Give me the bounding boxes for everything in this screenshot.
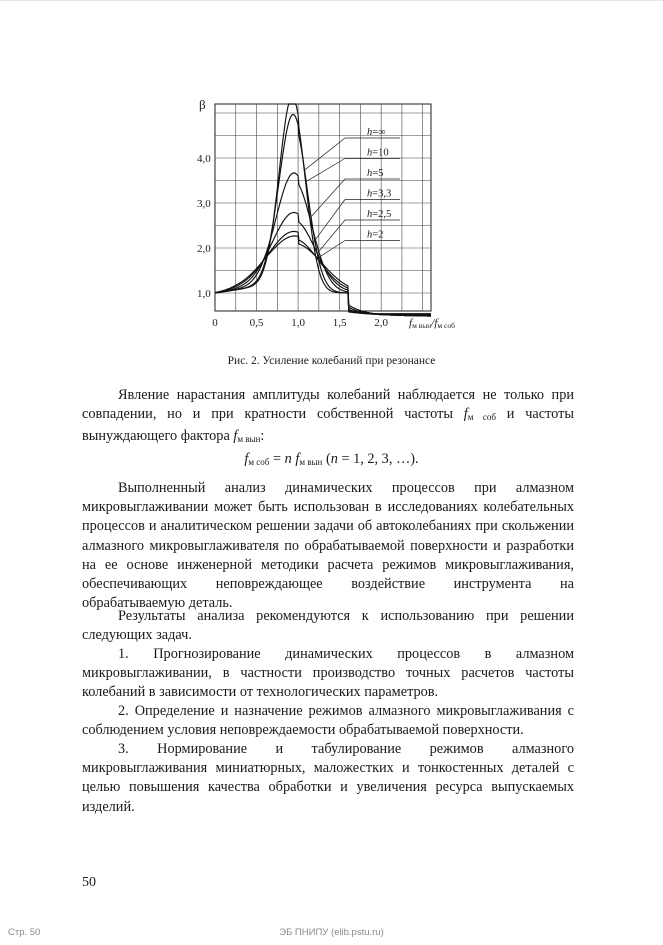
- curve-label: h=3,3: [367, 188, 392, 200]
- label-leader-line: [304, 138, 345, 170]
- paragraph-2: Выполненный анализ динамических процессов при алмазном микровыглаживании может быть использован в исследованиях колебательных процессов и аналитическом решении задачи об автоколебаниях при скольжении алмазного микровыглаживателя по обрабатываемой поверхности и разработки на ее основе инженерной методики расчета режимов микровыглаживания, обеспечивающих неповреждающее воздействие инструмента на обрабатываемую деталь.: [82, 480, 574, 612]
- page-number: 50: [82, 875, 96, 890]
- chart-grid: [215, 104, 431, 311]
- figure-caption: Рис. 2. Усиление колебаний при резонансе: [227, 355, 436, 367]
- y-tick-labels: [197, 153, 211, 300]
- paragraph-4: 1. Прогнозирование динамических процессов в алмазном микровыглаживании, в частности производство точных расчетов частоты колебаний в зависимости от технологических параметров.: [82, 646, 574, 701]
- curve-label: h=∞: [367, 127, 386, 138]
- label-leader-line: [317, 220, 345, 254]
- label-leader-line: [306, 159, 345, 182]
- label-leader-line: [320, 241, 345, 257]
- resonance-chart: [195, 96, 485, 341]
- x-axis-label: fм вын/fм соб: [409, 317, 455, 330]
- paragraph-5: 2. Определение и назначение режимов алмазного микровыглаживания с соблюдением условия неповреждаемости обрабатываемой поверхности.: [82, 703, 574, 739]
- paragraph-6: 3. Нормирование и табулирование режимов алмазного микровыглаживания миниатюрных, маложестких и тонкостенных деталей с целью повышения качества обработки и увеличения ресурса выпускаемых изделий.: [82, 741, 574, 815]
- curve-label: h=10: [367, 147, 389, 159]
- x-tick-label: 0: [212, 317, 218, 329]
- x-tick-label: 1,5: [332, 317, 347, 329]
- y-tick-label: 3,0: [197, 198, 211, 210]
- series-line: [215, 173, 431, 316]
- footer-library-label: ЭБ ПНИПУ (elib.pstu.ru): [279, 927, 384, 938]
- footer-page-label: Стр. 50: [8, 927, 41, 938]
- x-tick-labels: [212, 317, 388, 329]
- plot-frame: [215, 104, 431, 311]
- chart-curves: [215, 104, 431, 316]
- y-tick-label: 4,0: [197, 153, 211, 165]
- curve-label: h=2: [367, 229, 384, 241]
- curve-label: h=5: [367, 168, 384, 179]
- paragraph-3: Результаты анализа рекомендуются к использованию при решении следующих задач.: [82, 608, 574, 644]
- curve-label: h=2,5: [367, 209, 392, 220]
- paragraph-1: Явление нарастания амплитуды колебаний наблюдается не только при совпадении, но и при кратности собственной частоты $f_{м соб}$ и частоты вынуждающего фактора $f_{м вын}$:: [82, 387, 575, 445]
- x-tick-label: 1,0: [291, 317, 305, 329]
- formula: $f_{м соб} = n$ $f_{м вын}$ (n = 1, 2, 3, …).: [244, 451, 419, 467]
- x-tick-label: 2,0: [374, 317, 389, 329]
- y-tick-label: 1,0: [197, 288, 211, 300]
- y-axis-label: β: [199, 97, 206, 112]
- y-tick-label: 2,0: [197, 243, 211, 255]
- x-tick-label: 0,5: [249, 317, 264, 329]
- curve-labels: [304, 127, 400, 257]
- label-leader-line: [313, 200, 345, 243]
